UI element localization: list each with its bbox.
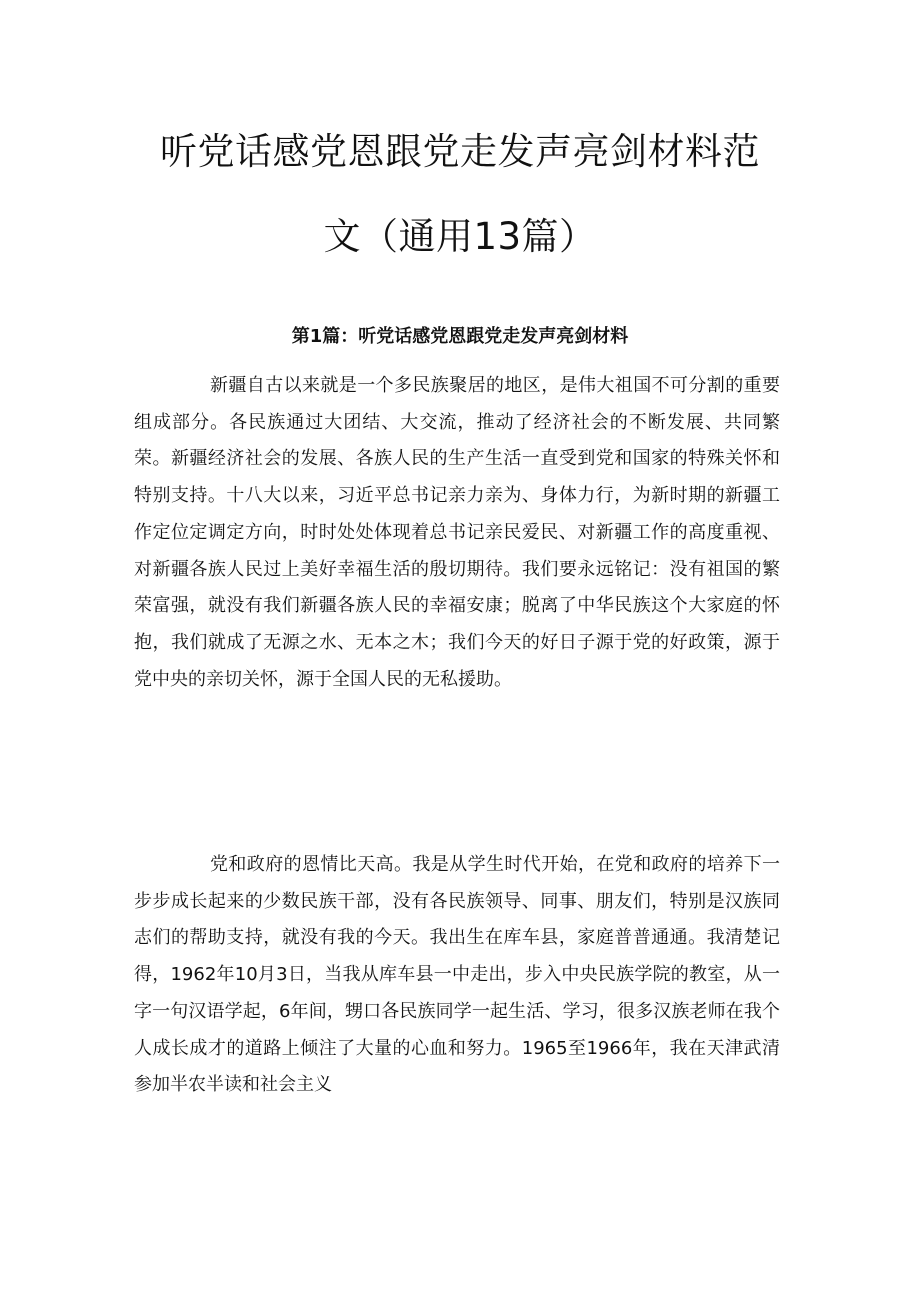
body-paragraph: 新疆自古以来就是一个多民族聚居的地区，是伟大祖国不可分割的重要组成部分。各民族通过大团结、大交流，推动了经济社会的不断发展、共同繁荣。新疆经济社会的发展、各族人民的生产生活一直受到党和国家的特殊关怀和特别支持。十八大以来，习近平总书记亲力亲为、身体力行，为新时期的新疆工作定位定调定方向，时时处处体现着总书记亲民爱民、对新疆工作的高度重视、对新疆各族人民过上美好幸福生活的殷切期待。我们要永远铭记：没有祖国的繁荣富强，就没有我们新疆各族人民的幸福安康；脱离了中华民族这个大家庭的怀抱，我们就成了无源之水、无本之木；我们今天的好日子源于党的好政策，源于党中央的亲切关怀，源于全国人民的无私援助。 bbox=[134, 375, 780, 690]
body-paragraph: 党和政府的恩情比天高。我是从学生时代开始，在党和政府的培养下一步步成长起来的少数民族干部，没有各民族领导、同事、朋友们，特别是汉族同志们的帮助支持，就没有我的今天。我出生在库车县，家庭普普通通。我清楚记得，1962年10月3日，当我从库车县一中走出，步入中央民族学院的教室，从一字一句汉语学起，6年间，甥口各民族同学一起生活、学习，很多汉族老师在我个人成长成才的道路上倾注了大量的心血和努力。1965至1966年，我在天津武清参加半农半读和社会主义 bbox=[134, 854, 780, 1096]
document-title-line-1: 听党话感党恩跟党走发声亮剑材料范 bbox=[160, 130, 760, 173]
section-heading: 第1篇：听党话感党恩跟党走发声亮剑材料 bbox=[291, 326, 629, 347]
document-title-line-2: 文（通用13篇） bbox=[323, 215, 597, 258]
